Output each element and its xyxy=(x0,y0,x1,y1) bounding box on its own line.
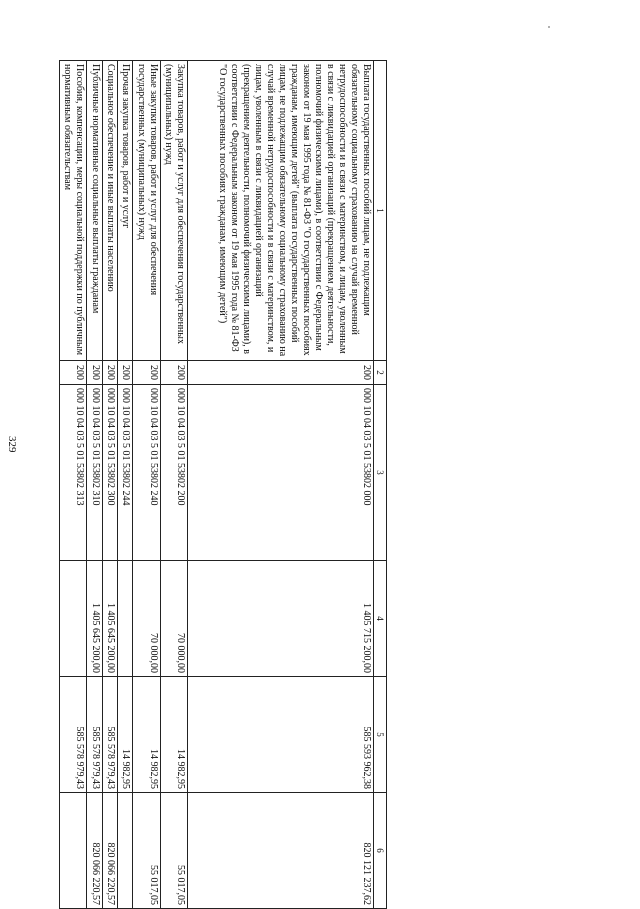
row-budget-code: 000 10 04 03 5 01 53802 200 xyxy=(160,385,187,561)
row-name: Пособия, компенсации, меры социальной поддержки по публичным нормативным обязательствам xyxy=(60,61,88,361)
row-budget-code: 000 10 04 03 5 01 53802 300 xyxy=(102,385,117,561)
header-col-1: 1 xyxy=(374,61,387,361)
page-number: 329 xyxy=(6,436,18,453)
row-approved: 1 405 645 200,00 xyxy=(102,561,117,677)
row-approved: 1 405 645 200,00 xyxy=(87,561,102,677)
row-unexecuted xyxy=(60,793,88,909)
row-budget-code: 000 10 04 03 5 01 53802 244 xyxy=(117,385,132,561)
row-executed: 14 982,95 xyxy=(133,677,160,793)
row-approved: 1 405 715 200,00 xyxy=(188,561,374,677)
row-executed: 585 578 979,43 xyxy=(60,677,88,793)
row-unexecuted: 820 121 237,62 xyxy=(188,793,374,909)
row-executed: 585 578 979,43 xyxy=(102,677,117,793)
row-name: Выплата государственных пособий лицам, не подлежащим обязательному социальному страхованию на случай временной нетрудоспособности и в связи с материнством, и лицам, уволенным в связи с ликвидацией организаций (прекращением деятельности, полномочий физическими лицами), в соответствии с Федеральным законом от 19 мая 1995 года № 81-ФЗ "О государственных пособиях гражданам, имеющим детей" (выплата государственных пособий лицам, не подлежащим обязательному социальному страхованию на случай временной нетрудоспособности и в связи с материнством, и лицам, уволенным в связи с ликвидацией организаций (прекращением деятельности, полномочий физическими лицами), в соответствии с Федеральным законом от 19 мая 1995 года № 81-ФЗ "О государственных пособиях гражданам, имеющим детей") xyxy=(188,61,374,361)
row-name: Публичные нормативные социальные выплаты гражданам xyxy=(87,61,102,361)
row-budget-code: 000 10 04 03 5 01 53802 313 xyxy=(60,385,88,561)
row-line-code: 200 xyxy=(60,361,88,385)
scan-speck xyxy=(548,26,550,28)
row-name: Прочая закупка товаров, работ и услуг xyxy=(117,61,132,361)
header-col-4: 4 xyxy=(374,561,387,677)
table-row xyxy=(87,61,102,909)
table-row xyxy=(60,61,88,909)
row-unexecuted: 55 017,05 xyxy=(133,793,160,909)
row-executed: 14 982,95 xyxy=(117,677,132,793)
row-line-code: 200 xyxy=(133,361,160,385)
table-row xyxy=(160,61,187,909)
row-budget-code: 000 10 04 03 5 01 53802 240 xyxy=(133,385,160,561)
table-row xyxy=(188,61,374,909)
row-executed: 585 578 979,43 xyxy=(87,677,102,793)
row-line-code: 200 xyxy=(102,361,117,385)
row-line-code: 200 xyxy=(188,361,374,385)
table-row xyxy=(102,61,117,909)
table-row xyxy=(117,61,132,909)
row-unexecuted: 820 066 220,57 xyxy=(102,793,117,909)
header-col-6: 6 xyxy=(374,793,387,909)
row-approved xyxy=(60,561,88,677)
row-unexecuted xyxy=(117,793,132,909)
row-unexecuted: 820 066 220,57 xyxy=(87,793,102,909)
row-line-code: 200 xyxy=(160,361,187,385)
rotated-table-container xyxy=(59,60,387,908)
row-executed: 14 982,95 xyxy=(160,677,187,793)
row-unexecuted: 55 017,05 xyxy=(160,793,187,909)
row-approved xyxy=(117,561,132,677)
row-name: Иные закупки товаров, работ и услуг для обеспечения государственных (муниципальных) нужд xyxy=(133,61,160,361)
row-approved: 70 000,00 xyxy=(160,561,187,677)
row-budget-code: 000 10 04 03 5 01 53802 000 xyxy=(188,385,374,561)
header-col-5: 5 xyxy=(374,677,387,793)
row-line-code: 200 xyxy=(117,361,132,385)
row-name: Закупка товаров, работ и услуг для обеспечения государственных (муниципальных) нужд xyxy=(160,61,187,361)
row-approved: 70 000,00 xyxy=(133,561,160,677)
header-row xyxy=(374,61,387,909)
budget-table xyxy=(59,60,387,909)
row-budget-code: 000 10 04 03 5 01 53802 310 xyxy=(87,385,102,561)
row-name: Социальное обеспечение и иные выплаты населению xyxy=(102,61,117,361)
row-line-code: 200 xyxy=(87,361,102,385)
table-row xyxy=(133,61,160,909)
header-col-3: 3 xyxy=(374,385,387,561)
header-col-2: 2 xyxy=(374,361,387,385)
row-executed: 585 593 962,38 xyxy=(188,677,374,793)
